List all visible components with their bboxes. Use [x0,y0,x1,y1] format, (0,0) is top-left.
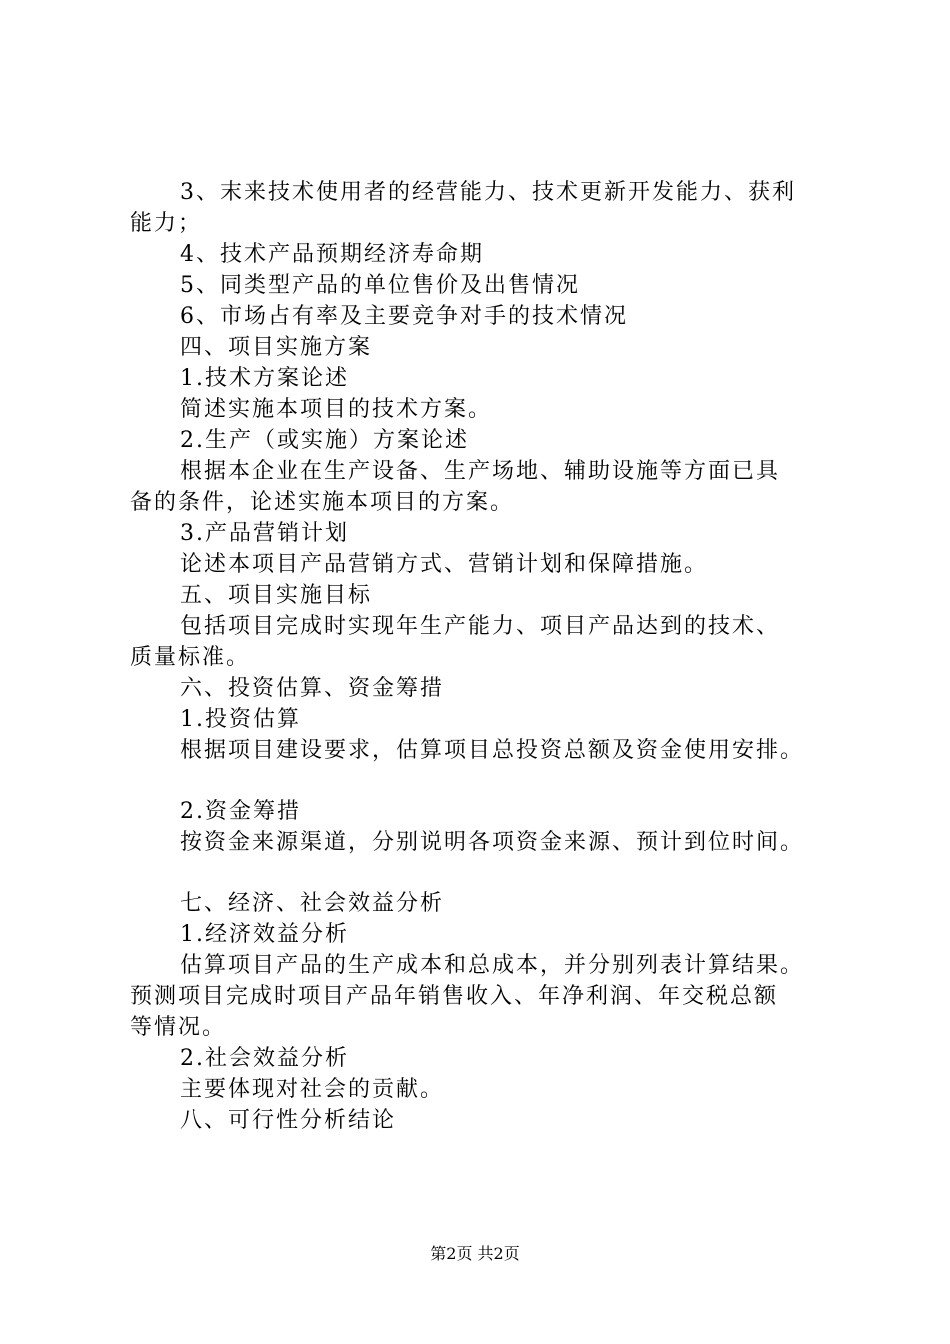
subsection-heading: 1.投资估算 [180,707,301,732]
subsection-heading: 3.产品营销计划 [180,521,349,546]
paragraph-line: 按资金来源渠道，分别说明各项资金来源、预计到位时间。 [180,830,805,855]
paragraph-line: 根据项目建设要求，估算项目总投资总额及资金使用安排。 [180,738,805,763]
paragraph-line: 能力； [130,211,203,236]
paragraph-line: 等情况。 [130,1015,227,1040]
section-heading: 六、投资估算、资金筹措 [180,676,445,701]
paragraph-line: 简述实施本项目的技术方案。 [180,397,493,422]
paragraph-line: 6、市场占有率及主要竞争对手的技术情况 [180,304,628,329]
subsection-heading: 2.社会效益分析 [180,1046,349,1071]
paragraph-line: 主要体现对社会的贡献。 [180,1077,445,1102]
subsection-heading: 2.资金筹措 [180,799,301,824]
subsection-heading: 1.经济效益分析 [180,922,349,947]
paragraph-line: 根据本企业在生产设备、生产场地、辅助设施等方面已具 [180,459,781,484]
paragraph-line: 质量标准。 [130,645,251,670]
paragraph-line: 估算项目产品的生产成本和总成本，并分别列表计算结果。 [180,953,805,978]
paragraph-line: 5、同类型产品的单位售价及出售情况 [180,273,580,298]
paragraph-line: 预测项目完成时项目产品年销售收入、年净利润、年交税总额 [130,984,779,1009]
section-heading: 八、可行性分析结论 [180,1108,397,1133]
page-footer: 第2页 共2页 [430,1244,520,1263]
section-heading: 七、经济、社会效益分析 [180,891,445,916]
section-heading: 五、项目实施目标 [180,583,373,608]
paragraph-line: 4、技术产品预期经济寿命期 [180,242,484,267]
subsection-heading: 1.技术方案论述 [180,366,349,391]
section-heading: 四、项目实施方案 [180,335,373,360]
paragraph-line: 包括项目完成时实现年生产能力、项目产品达到的技术、 [180,614,781,639]
paragraph-line: 3、末来技术使用者的经营能力、技术更新开发能力、获利 [180,180,796,205]
subsection-heading: 2.生产（或实施）方案论述 [180,428,469,453]
paragraph-line: 论述本项目产品营销方式、营销计划和保障措施。 [180,552,709,577]
paragraph-line: 备的条件，论述实施本项目的方案。 [130,490,515,515]
